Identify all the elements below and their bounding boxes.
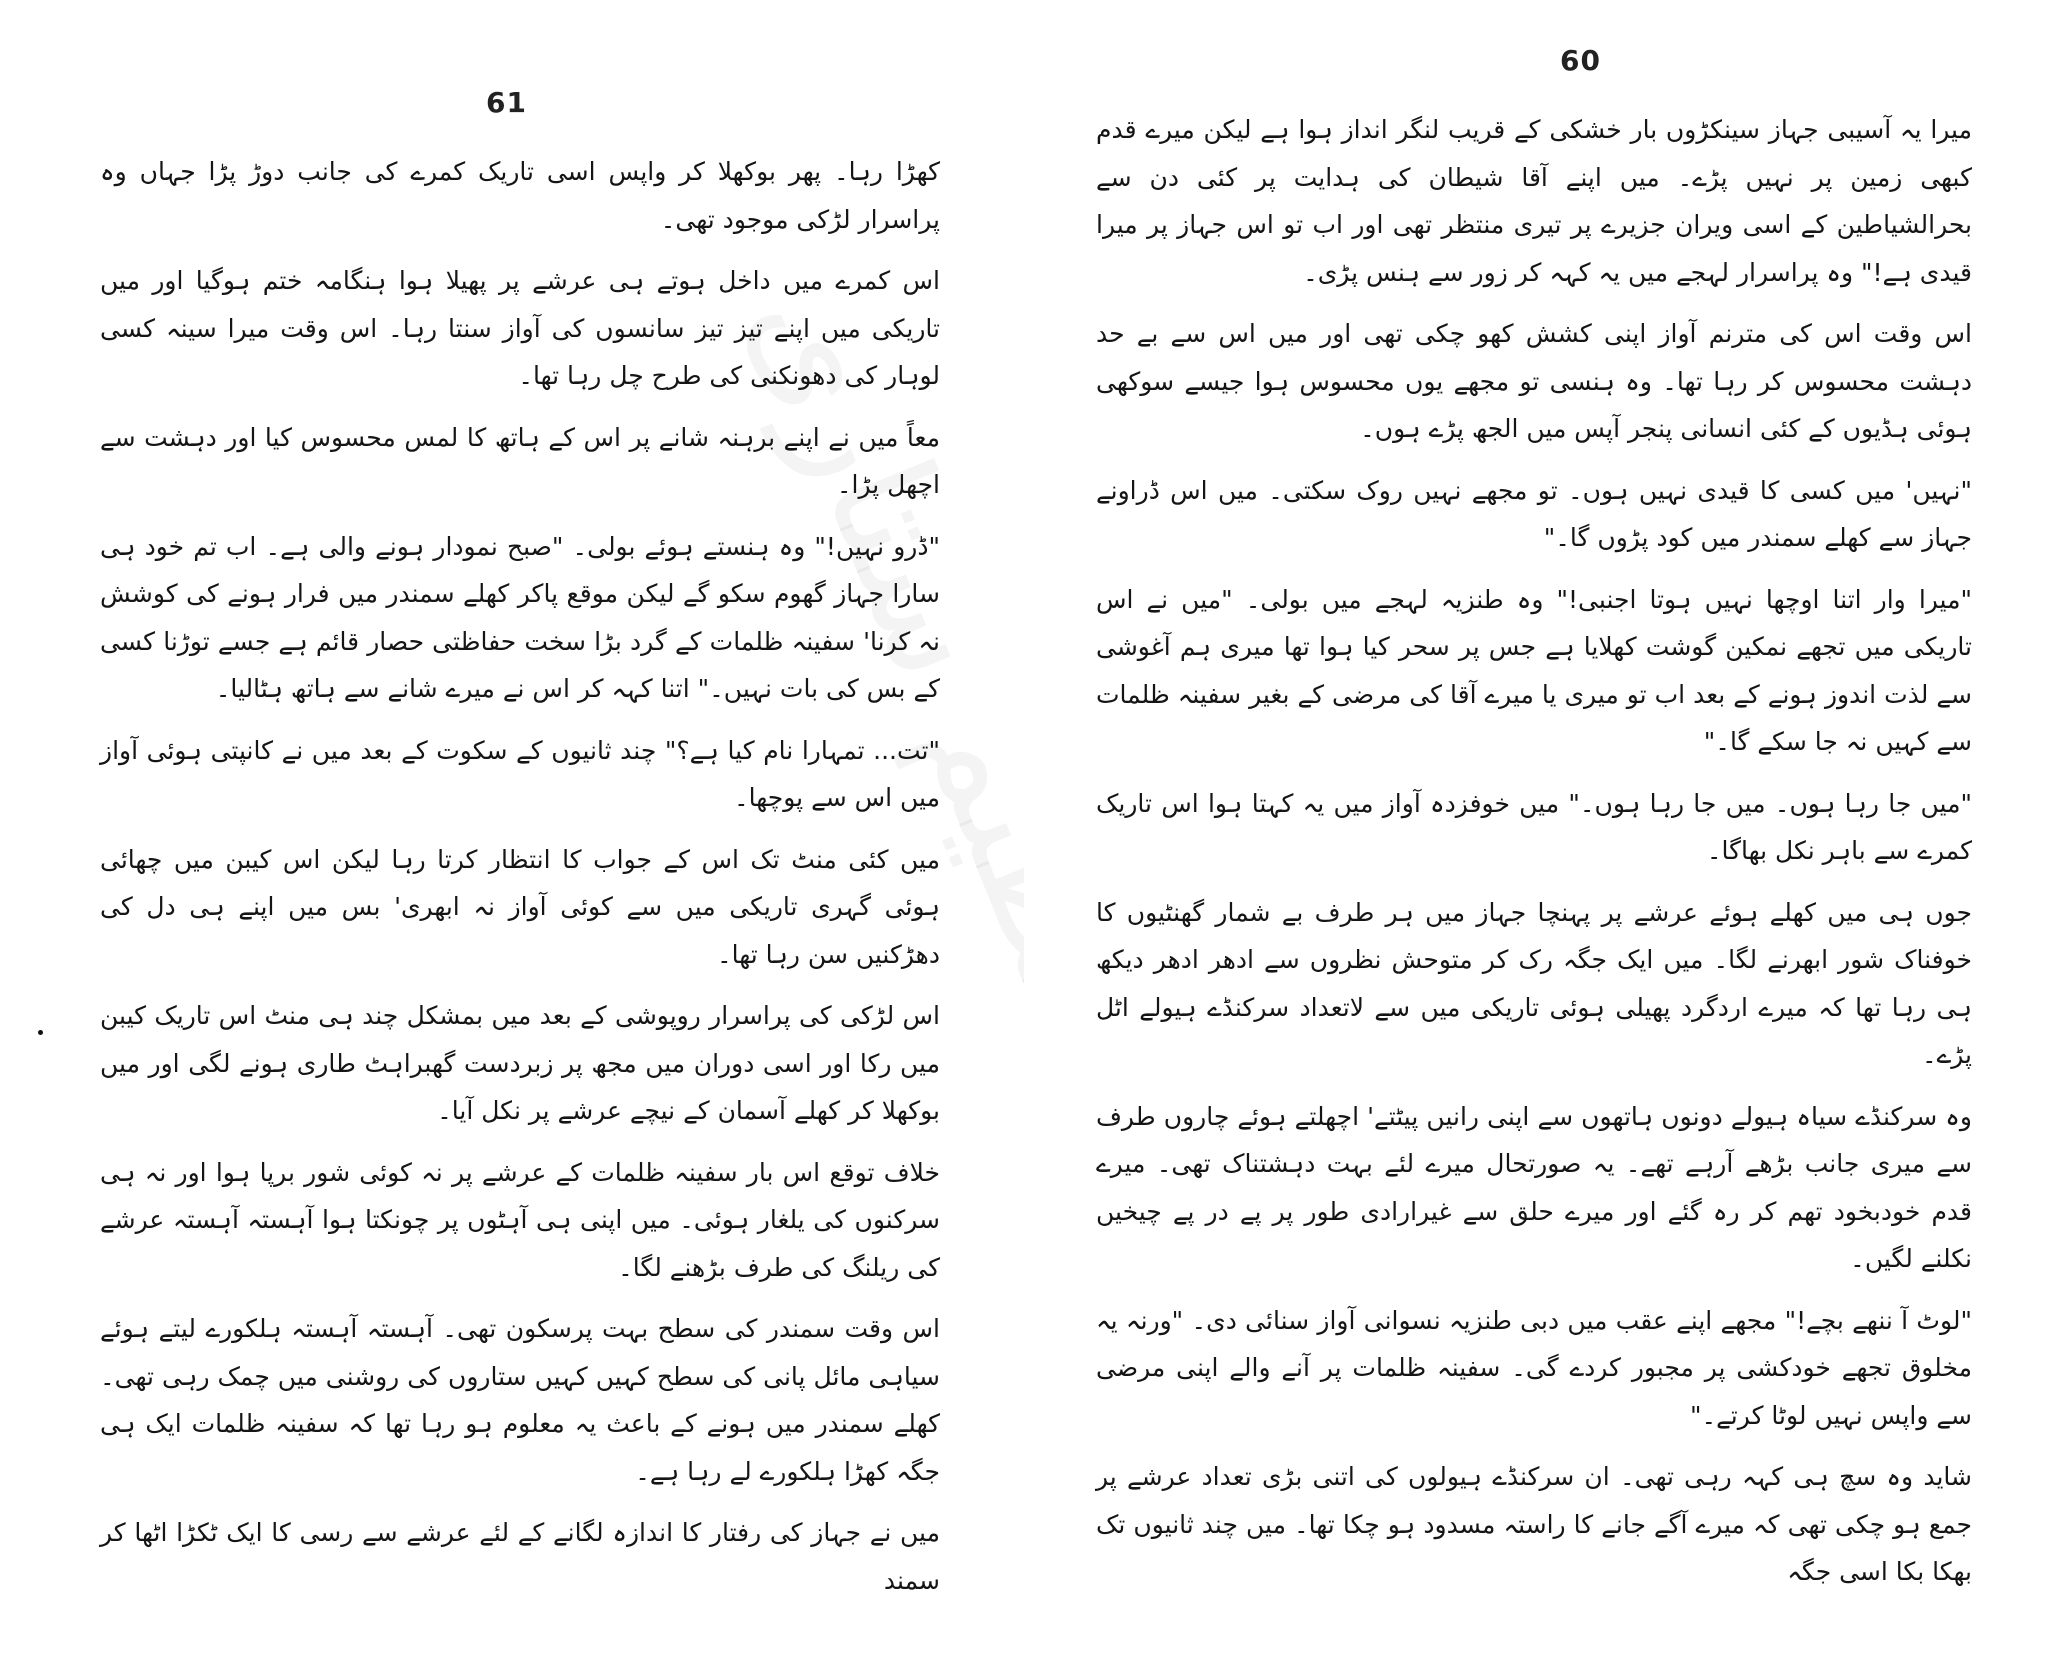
paragraph: خلاف توقع اس بار سفینہ ظلمات کے عرشے پر نہ کوئی شور برپا ہوا اور نہ ہی سرکنوں کی یلغار ہوئی۔ میں اپنی ہی آہٹوں پر چونکتا ہوا آہستہ آہستہ عرشے کی ریلنگ کی طرف بڑھنے لگا۔	[100, 1157, 940, 1282]
paragraph: "میرا وار اتنا اوچھا نہیں ہوتا اجنبی!" وہ طنزیہ لہجے میں بولی۔ "میں نے اس تاریکی میں تجھے نمکین گوشت کھلایا ہے جس پر سحر کیا ہوا تھا میری ہم آغوشی سے لذت اندوز ہونے کے بعد اب تو میری یا میرے آقا کی مرضی کے بغیر سفینہ ظلمات سے کہیں نہ جا سکے گا۔"	[1096, 584, 1972, 756]
paragraph: جوں ہی میں کھلے ہوئے عرشے پر پہنچا جہاز میں ہر طرف بے شمار گھنٹیوں کا خوفناک شور ابھرنے لگا۔ میں ایک جگہ رک کر متوحش نظروں سے ادھر ادھر دیکھ ہی رہا تھا کہ میرے اردگرد پھیلی ہوئی تاریکی میں سے لاتعداد سرکنڈے ہیولے اٹل پڑے۔	[1096, 897, 1972, 1069]
paragraph: "ڈرو نہیں!" وہ ہنستے ہوئے بولی۔ "صبح نمودار ہونے والی ہے۔ اب تم خود ہی سارا جہاز گھوم سکو گے لیکن موقع پاکر کھلے سمندر میں فرار ہونے کی کوشش نہ کرنا' سفینہ ظلمات کے گرد بڑا سخت حفاظتی حصار قائم ہے جسے توڑنا کسی کے بس کی بات نہیں۔" اتنا کہہ کر اس نے میرے شانے سے ہاتھ ہٹالیا۔	[100, 531, 940, 703]
paragraph: معاً میں نے اپنے برہنہ شانے پر اس کے ہاتھ کا لمس محسوس کیا اور دہشت سے اچھل پڑا۔	[100, 422, 940, 499]
page-number-right: 60	[1560, 44, 1601, 77]
paragraph: اس وقت اس کی مترنم آواز اپنی کشش کھو چکی تھی اور میں اس سے بے حد دہشت محسوس کر رہا تھا۔ وہ ہنسی تو مجھے یوں محسوس ہوا جیسے سوکھی ہوئی ہڈیوں کے کئی انسانی پنجر آپس میں الجھ پڑے ہوں۔	[1096, 319, 1972, 443]
paragraph: اس وقت سمندر کی سطح بہت پرسکون تھی۔ آہستہ آہستہ ہلکورے لیتے ہوئے سیاہی مائل پانی کی سطح کہیں کہیں ستاروں کی روشنی میں چمک رہی تھی۔ کھلے سمندر میں ہونے کے باعث یہ معلوم ہو رہا تھا کہ سفینہ ظلمات ایک ہی جگہ کھڑا ہلکورے لے رہا ہے۔	[100, 1314, 940, 1486]
paragraph: "میں جا رہا ہوں۔ میں جا رہا ہوں۔" میں خوفزدہ آواز میں یہ کہتا ہوا اس تاریک کمرے سے باہر نکل بھاگا۔	[1096, 788, 1972, 865]
right-page-text	[1096, 106, 1972, 1610]
paragraph: میں کئی منٹ تک اس کے جواب کا انتظار کرتا رہا لیکن اس کیبن میں چھائی ہوئی گہری تاریکی میں سے کوئی آواز نہ ابھری' بس میں اپنے ہی دل کی دھڑکنیں سن رہا تھا۔	[100, 844, 940, 969]
paragraph: وہ سرکنڈے سیاہ ہیولے دونوں ہاتھوں سے اپنی رانیں پیٹتے' اچھلتے ہوئے چاروں طرف سے میری جانب بڑھے آرہے تھے۔ یہ صورتحال میرے لئے بہت دہشتناک تھی۔ میرے قدم خودبخود تھم کر رہ گئے اور میرے حلق سے غیرارادی طور پر پے در پے چیخیں نکلنے لگیں۔	[1096, 1101, 1972, 1273]
paragraph: میں نے جہاز کی رفتار کا اندازہ لگانے کے لئے عرشے سے رسی کا ایک ٹکڑا اٹھا کر سمند	[100, 1518, 940, 1595]
paragraph: اس لڑکی کی پراسرار روپوشی کے بعد میں بمشکل چند ہی منٹ اس تاریک کیبن میں رکا اور اسی دوران میں مجھ پر زبردست گھبراہٹ طاری ہونے لگی اور میں بوکھلا کر کھلے آسمان کے نیچے عرشے پر نکل آیا۔	[100, 1001, 940, 1125]
right-page	[1024, 0, 2048, 1656]
paragraph: کھڑا رہا۔ پھر بوکھلا کر واپس اسی تاریک کمرے کی جانب دوڑ پڑا جہاں وہ پراسرار لڑکی موجود تھی۔	[100, 157, 940, 234]
page-number-left: 61	[486, 86, 527, 119]
watermark-right	[2043, 330, 2048, 899]
ink-speck	[38, 1030, 43, 1035]
left-page-text	[100, 148, 940, 1618]
paragraph: "لوٹ آ ننھے بچے!" مجھے اپنے عقب میں دبی طنزیہ نسوانی آواز سنائی دی۔ "ورنہ یہ مخلوق تجھے خودکشی پر مجبور کردے گی۔ سفینہ ظلمات پر آنے والے اپنی مرضی سے واپس نہیں لوٹا کرتے۔"	[1096, 1305, 1972, 1430]
paragraph: میرا یہ آسیبی جہاز سینکڑوں بار خشکی کے قریب لنگر انداز ہوا ہے لیکن میرے قدم کبھی زمین پر نہیں پڑے۔ میں اپنے آقا شیطان کی ہدایت پر کئی دن سے بحرالشیاطین کے اسی ویران جزیرے پر تیری منتظر تھی اور اب تو اس جہاز پر میرا قیدی ہے!" وہ پراسرار لہجے میں یہ کہہ کر زور سے ہنس پڑی۔	[1096, 115, 1973, 287]
paragraph: اس کمرے میں داخل ہوتے ہی عرشے پر پھیلا ہوا ہنگامہ ختم ہوگیا اور میں تاریکی میں اپنے تیز تیز سانسوں کی آواز سنتا رہا۔ اس وقت میرا سینہ کسی لوہار کی دھونکنی کی طرح چل رہا تھا۔	[100, 266, 940, 390]
paragraph: شاید وہ سچ ہی کہہ رہی تھی۔ ان سرکنڈے ہیولوں کی اتنی بڑی تعداد عرشے پر جمع ہو چکی تھی کہ میرے آگے جانے کا راستہ مسدود ہو چکا تھا۔ میں چند ثانیوں تک بھکا بکا اسی جگہ	[1096, 1462, 1972, 1586]
paragraph: "تت... تمہارا نام کیا ہے؟" چند ثانیوں کے سکوت کے بعد میں نے کانپتی ہوئی آواز میں اس سے پوچھا۔	[100, 735, 940, 812]
paragraph: "نہیں' میں کسی کا قیدی نہیں ہوں۔ تو مجھے نہیں روک سکتی۔ میں اس ڈراونے جہاز سے کھلے سمندر میں کود پڑوں گا۔"	[1096, 475, 1972, 552]
